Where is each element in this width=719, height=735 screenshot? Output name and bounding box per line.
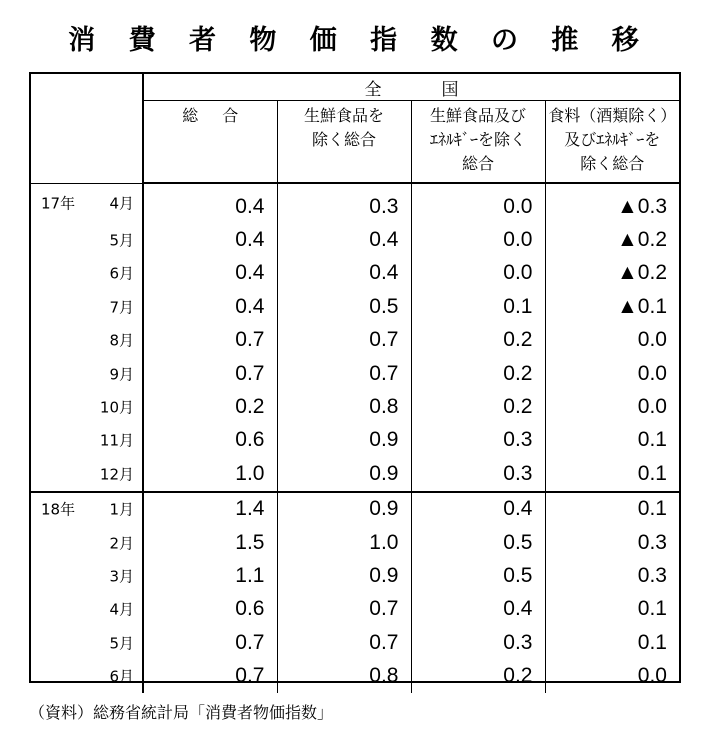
table-row [31,424,679,457]
period-header-cell [31,74,143,183]
value-cell: 0.2 [235,395,265,419]
source-footnote: （資料）総務省統計局「消費者物価指数」 [29,703,334,722]
value-cell: 0.2 [411,390,545,423]
table-row [31,659,679,692]
column-header-sogo: 総合 [143,101,277,184]
value-cell: 0.4 [235,228,265,252]
month-label: 8月 [109,331,134,350]
column-header-excl-fresh-food: 生鮮食品を 除く総合 [277,101,411,184]
value-cell: 0.7 [277,593,411,626]
value-cell: 0.4 [277,223,411,256]
page-title: 消 費 者 物 価 指 数 の 推 移 [68,25,651,56]
value-cell: 0.5 [411,526,545,559]
value-cell: 0.0 [545,659,679,692]
table-row [31,223,679,256]
value-cell: 0.1 [545,626,679,659]
value-cell: 0.4 [235,294,265,318]
value-cell: 0.5 [411,559,545,592]
value-cell: 0.4 [411,492,545,526]
period-cell [31,457,143,491]
group-header-zenkoku: 全国 [143,74,679,101]
period-cell [31,324,143,357]
value-cell: ▲0.2 [545,257,679,290]
value-cell: 0.6 [235,597,265,621]
year-label: 17年 [41,194,76,213]
period-cell [31,626,143,659]
value-cell: 0.7 [277,626,411,659]
cpi-table-grid [31,74,679,693]
value-cell: ▲0.3 [545,183,679,223]
period-cell [31,290,143,323]
value-cell: 0.3 [545,559,679,592]
column-header-excl-food-energy: 食料（酒類除く） 及びｴﾈﾙｷﾞｰを 除く総合 [545,101,679,184]
month-label: 4月 [109,600,134,619]
period-cell [31,492,143,526]
value-cell: 0.5 [277,290,411,323]
year-group-2017 [31,183,679,492]
month-label: 5月 [109,634,134,653]
value-cell: 0.3 [277,183,411,223]
table-row [31,492,679,526]
value-cell: 0.1 [545,593,679,626]
month-label: 3月 [109,567,134,586]
table-row [31,626,679,659]
table-row [31,257,679,290]
value-cell: 1.5 [235,530,265,554]
value-cell: 0.2 [411,324,545,357]
value-cell: 0.0 [545,324,679,357]
column-header-excl-fresh-food-energy: 生鮮食品及び ｴﾈﾙｷﾞｰを除く 総合 [411,101,545,184]
value-cell: 0.1 [545,457,679,491]
month-label: 4月 [109,194,134,213]
year-group-2018 [31,492,679,693]
value-cell: 0.8 [277,390,411,423]
value-cell: 0.2 [411,357,545,390]
value-cell: 0.1 [545,424,679,457]
value-cell: 0.2 [411,659,545,692]
table-row [31,593,679,626]
value-cell: 0.1 [411,290,545,323]
value-cell: ▲0.2 [545,223,679,256]
value-cell: 0.9 [277,492,411,526]
month-label: 7月 [109,298,134,317]
table-row [31,290,679,323]
table-row [31,324,679,357]
month-label: 11月 [99,431,134,450]
value-cell: 0.9 [277,424,411,457]
period-cell [31,593,143,626]
month-label: 9月 [109,365,134,384]
value-cell: 0.7 [235,328,265,352]
value-cell: 0.7 [235,664,265,688]
period-cell [31,424,143,457]
period-cell [31,559,143,592]
month-label: 12月 [99,465,134,484]
period-cell [31,183,143,223]
value-cell: 0.0 [545,357,679,390]
month-label: 1月 [109,500,134,519]
table-row [31,357,679,390]
value-cell: 0.9 [277,457,411,491]
period-cell [31,223,143,256]
value-cell: 0.7 [235,361,265,385]
month-label: 2月 [109,534,134,553]
month-label: 6月 [109,667,134,686]
value-cell: 0.4 [411,593,545,626]
period-cell [31,526,143,559]
table-row [31,457,679,491]
value-cell: 1.0 [277,526,411,559]
month-label: 10月 [99,398,134,417]
value-cell: 0.3 [545,526,679,559]
value-cell: 0.3 [411,457,545,491]
year-label: 18年 [41,500,76,519]
value-cell: 0.4 [235,194,265,218]
period-cell [31,659,143,692]
period-cell [31,357,143,390]
value-cell: 0.7 [277,324,411,357]
value-cell: 0.8 [277,659,411,692]
value-cell: 0.7 [277,357,411,390]
value-cell: 0.3 [411,424,545,457]
value-cell: 1.0 [235,461,265,485]
value-cell: 0.0 [545,390,679,423]
value-cell: ▲0.1 [545,290,679,323]
cpi-table [29,72,681,688]
value-cell: 1.4 [143,492,277,526]
value-cell: 0.4 [277,257,411,290]
value-cell: 0.7 [235,630,265,654]
value-cell: 0.3 [411,626,545,659]
value-cell: 0.0 [411,223,545,256]
period-cell [31,390,143,423]
value-cell: 1.1 [235,563,265,587]
month-label: 6月 [109,264,134,283]
value-cell: 0.0 [411,183,545,223]
table-row [31,559,679,592]
month-label: 5月 [109,231,134,250]
period-cell [31,257,143,290]
value-cell: 0.9 [277,559,411,592]
value-cell: 0.4 [235,261,265,285]
value-cell: 0.6 [235,428,265,452]
table-row [31,390,679,423]
table-row [31,183,679,223]
value-cell: 0.0 [411,257,545,290]
value-cell: 0.1 [545,492,679,526]
table-row [31,526,679,559]
